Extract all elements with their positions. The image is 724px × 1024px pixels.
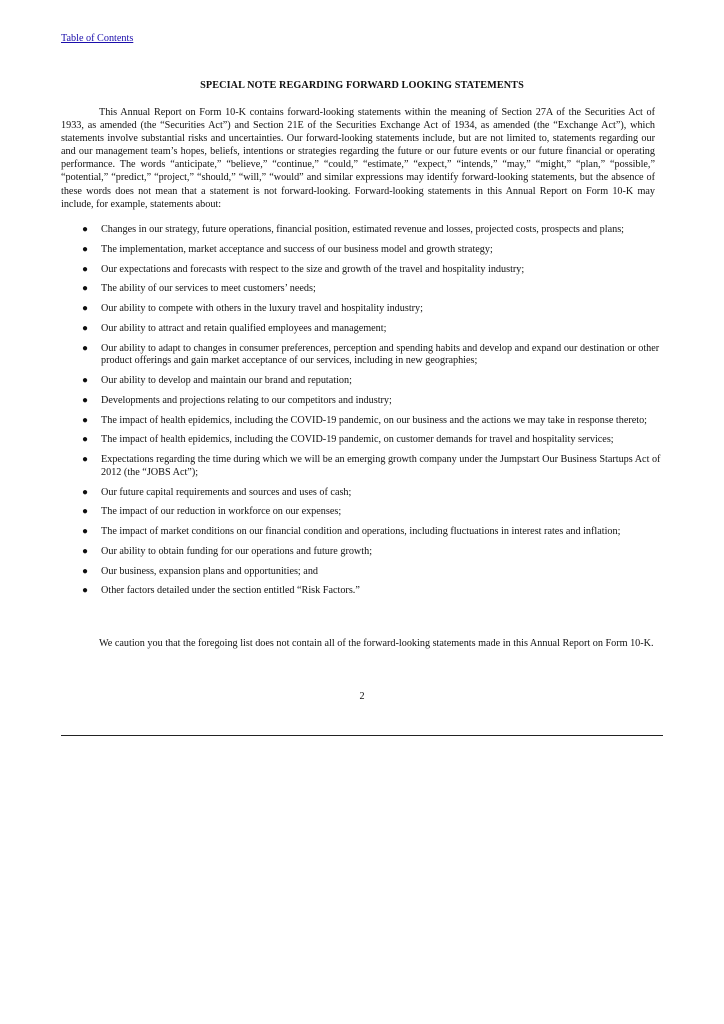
- bullet-icon: ●: [82, 454, 89, 466]
- bullet-icon: ●: [82, 243, 89, 255]
- list-item: [61, 303, 665, 316]
- bullet-icon: ●: [82, 224, 89, 235]
- list-item-text: Our ability to adapt to changes in consumer preferences, perception and spending habits and develop and expand our destination or other product offerings and gain market acceptance of our services, including in new geographies;: [101, 342, 660, 367]
- list-item-text: The impact of market conditions on our financial condition and operations, including fluctuations in interest rates and inflation;: [101, 526, 621, 538]
- table-of-contents-link[interactable]: Table of Contents: [61, 33, 134, 44]
- bullet-icon: ●: [82, 434, 89, 446]
- page-number: 2: [359, 691, 365, 702]
- bullet-icon: ●: [82, 526, 89, 538]
- list-item: [61, 323, 665, 336]
- list-item: [61, 487, 665, 500]
- page-divider: [61, 735, 663, 736]
- list-item-text: Our ability to attract and retain qualified employees and management;: [101, 322, 387, 334]
- bullet-icon: ●: [82, 375, 89, 387]
- list-item-text: The impact of our reduction in workforce on our expenses;: [101, 506, 342, 518]
- list-item: [61, 526, 665, 539]
- list-item-text: Our ability to obtain funding for our operations and future growth;: [101, 545, 373, 557]
- list-item-text: Our future capital requirements and sources and uses of cash;: [101, 486, 352, 498]
- bullet-icon: ●: [82, 565, 89, 577]
- bullet-icon: ●: [82, 322, 89, 334]
- bullet-icon: ●: [82, 486, 89, 498]
- list-item-text: Our ability to develop and maintain our brand and reputation;: [101, 375, 352, 387]
- list-item-text: Other factors detailed under the section entitled “Risk Factors.”: [101, 585, 360, 597]
- bullet-icon: ●: [82, 585, 89, 597]
- list-item-text: Expectations regarding the time during which we will be an emerging growth company under the Jumpstart Our Business Startups Act of 2012 (the “JOBS Act”);: [101, 454, 661, 478]
- caution-paragraph: We caution you that the foregoing list does not contain all of the forward-looking statements made in this Annual Report on Form 10-K.: [99, 638, 654, 649]
- bullet-icon: ●: [82, 414, 89, 426]
- list-item-text: Our business, expansion plans and opportunities; and: [101, 565, 319, 577]
- list-item-text: The implementation, market acceptance and success of our business model and growth strategy;: [101, 243, 493, 255]
- list-item-text: The impact of health epidemics, including the COVID-19 pandemic, on customer demands for travel and hospitality services;: [101, 434, 614, 446]
- intro-paragraph: This Annual Report on Form 10-K contains forward-looking statements within the meaning of Section 27A of the Securities Act of 1933, as amended (the “Securities Act”) and Section 21E of the Securities Exchange Act of 1934, as amended (the “Exchange Act”), which statements involve substantial risks and uncertainties. Our forward-looking statements include, but are not limited to, statements regarding our and our management team’s hopes, beliefs, intentions or strategies regarding the future or our future events or our future financial or operating performance. The words “anticipate,” “believe,” “continue,” “could,” “estimate,” “expect,” “intends,” “may,” “might,” “plan,” “possible,” “potential,” “predict,” “project,” “should,” “will,” “would” and similar expressions may identify forward-looking statements, but the absence of these words does not mean that a statement is not forward-looking. Forward-looking statements in this Annual Report on Form 10-K may include, for example, statements about:: [61, 107, 655, 210]
- list-item: [61, 585, 665, 598]
- list-item-text: Our expectations and forecasts with respect to the size and growth of the travel and hospitality industry;: [101, 263, 525, 275]
- forward-looking-statements-list: [61, 224, 665, 605]
- list-item: [61, 375, 665, 388]
- list-item: [61, 283, 665, 296]
- list-item: [61, 224, 665, 237]
- bullet-icon: ●: [82, 303, 89, 315]
- list-item-text: Developments and projections relating to our competitors and industry;: [101, 394, 392, 406]
- list-item: [61, 415, 665, 428]
- list-item: [61, 395, 665, 408]
- list-item-text: Changes in our strategy, future operations, financial position, estimated revenue and losses, projected costs, prospects and plans;: [101, 224, 625, 235]
- bullet-icon: ●: [82, 506, 89, 518]
- list-item: [61, 343, 665, 368]
- list-item: [61, 244, 665, 257]
- bullet-icon: ●: [82, 283, 89, 295]
- list-item: [61, 434, 665, 447]
- bullet-icon: ●: [82, 342, 89, 354]
- section-heading: SPECIAL NOTE REGARDING FORWARD LOOKING STATEMENTS: [200, 80, 524, 91]
- list-item-text: The impact of health epidemics, including the COVID-19 pandemic, on our business and the actions we may take in response thereto;: [101, 414, 648, 426]
- list-item: [61, 506, 665, 519]
- bullet-icon: ●: [82, 394, 89, 406]
- list-item-text: The ability of our services to meet customers’ needs;: [101, 283, 316, 295]
- bullet-icon: ●: [82, 263, 89, 275]
- list-item: [61, 264, 665, 277]
- list-item: [61, 566, 665, 579]
- bullet-icon: ●: [82, 545, 89, 557]
- list-item: [61, 454, 665, 479]
- list-item-text: Our ability to compete with others in the luxury travel and hospitality industry;: [101, 303, 423, 315]
- list-item: [61, 546, 665, 559]
